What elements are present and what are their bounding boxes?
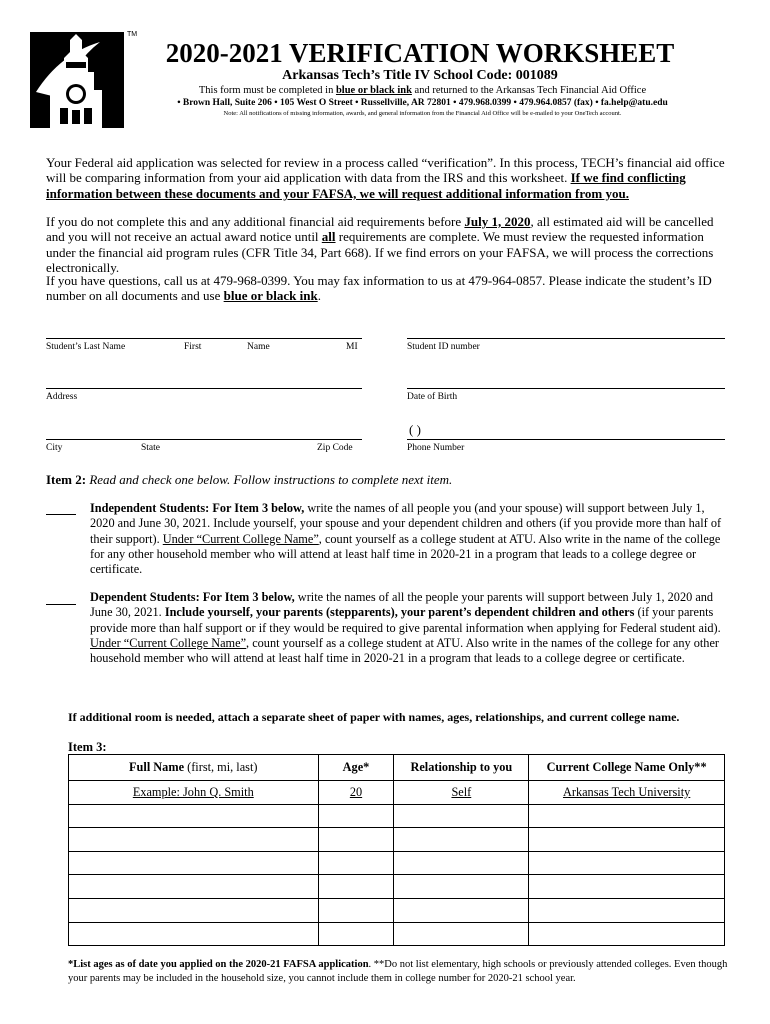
last-name-label: Student’s Last Name xyxy=(46,342,126,352)
student-id-field[interactable] xyxy=(407,338,725,339)
name-cell[interactable] xyxy=(69,804,319,828)
relationship-cell[interactable] xyxy=(394,828,529,852)
age-cell[interactable] xyxy=(318,922,394,946)
name-cell[interactable] xyxy=(69,851,319,875)
intro-paragraph-2: If you do not complete this and any additional financial aid requirements before July 1, 2020, all estimated aid will be cancelled and you will not receive an actual award notice until all requirements are complete. We must review the requested information under the financial aid program rules (CFR Title 34, Part 668). If we find errors on your FAFSA, we will process the corrections electronically. xyxy=(46,214,714,276)
relationship-cell[interactable] xyxy=(394,922,529,946)
intro-paragraph-3: If you have questions, call us at 479-968-0399. You may fax information to us at 479-964-0857. Please indicate the student’s ID number on all documents and use blue or black ink. xyxy=(46,273,712,304)
phone-field[interactable] xyxy=(407,439,725,440)
item3-heading: Item 3: xyxy=(68,740,107,754)
ink-emphasis: blue or black ink xyxy=(335,85,412,96)
deadline-date: July 1, 2020 xyxy=(464,214,531,229)
additional-room-note: If additional room is needed, attach a separate sheet of paper with names, ages, relationships, and current college name. xyxy=(68,710,680,724)
student-name-field[interactable] xyxy=(46,338,362,339)
ink-instruction: This form must be completed in blue or black ink and returned to the Arkansas Tech Financial Aid Office xyxy=(198,85,647,96)
example-college: Arkansas Tech University xyxy=(529,781,725,805)
dob-label: Date of Birth xyxy=(407,392,458,402)
relationship-cell[interactable] xyxy=(394,804,529,828)
relationship-cell[interactable] xyxy=(394,898,529,922)
phone-label: Phone Number xyxy=(407,443,465,453)
name-cell[interactable] xyxy=(69,922,319,946)
zip-label: Zip Code xyxy=(317,443,353,453)
col-full-name: Full Name (first, mi, last) xyxy=(69,755,319,781)
college-cell[interactable] xyxy=(529,922,725,946)
name-cell[interactable] xyxy=(69,875,319,899)
school-code: Arkansas Tech’s Title IV School Code: 001089 xyxy=(282,68,558,83)
trademark: TM xyxy=(127,31,138,38)
col-college: Current College Name Only** xyxy=(529,755,725,781)
col-relationship: Relationship to you xyxy=(394,755,529,781)
phone-area-code: ( ) xyxy=(409,422,421,437)
college-cell[interactable] xyxy=(529,804,725,828)
state-label: State xyxy=(141,443,160,453)
name-cell[interactable] xyxy=(69,898,319,922)
relationship-cell[interactable] xyxy=(394,875,529,899)
address-label: Address xyxy=(46,392,78,402)
college-cell[interactable] xyxy=(529,875,725,899)
table-row xyxy=(69,851,725,875)
conflict-warning: If we find conflicting information between these documents and your FAFSA, we will request additional information from you. xyxy=(46,170,686,201)
age-cell[interactable] xyxy=(318,898,394,922)
household-table xyxy=(68,754,725,946)
page-title: 2020-2021 VERIFICATION WORKSHEET xyxy=(165,38,675,68)
example-relationship: Self xyxy=(394,781,529,805)
table-row xyxy=(69,875,725,899)
dob-field[interactable] xyxy=(407,388,725,389)
age-cell[interactable] xyxy=(318,851,394,875)
footnote: *List ages as of date you applied on the 2020-21 FAFSA application. **Do not list elementary, high schools or previously attended colleges. Even though your parents may be included in the household size, you cannot include them in college number for 2020-21 school year. xyxy=(68,959,728,984)
col-age: Age* xyxy=(318,755,394,781)
intro-paragraph-1: Your Federal aid application was selected for review in a process called “verification”. In this process, TECH’s financial aid office will be comparing information from your aid application with data from the IRS and this worksheet. If we find conflicting information between these documents and your FAFSA, we will request additional information from you. xyxy=(46,155,725,201)
city-state-zip-field[interactable] xyxy=(46,439,362,440)
table-row xyxy=(69,804,725,828)
email-note: Note: All notifications of missing information, awards, and general information from the Financial Aid Office will be e-mailed to your OneTech account. xyxy=(223,110,622,117)
age-cell[interactable] xyxy=(318,804,394,828)
relationship-cell[interactable] xyxy=(394,851,529,875)
city-label: City xyxy=(46,443,63,453)
all-emphasis: all xyxy=(321,229,336,245)
example-name: Example: John Q. Smith xyxy=(69,781,319,805)
college-cell[interactable] xyxy=(529,851,725,875)
table-row xyxy=(69,828,725,852)
name-label: Name xyxy=(247,342,270,352)
table-header-row xyxy=(69,755,725,781)
independent-option: Independent Students: For Item 3 below, write the names of all people you (and your spouse) will support between July 1, 2020 and June 30, 2021. Include yourself, your spouse and your dependent children and others (if you provide more than half of their support). Under “Current College Name”, count yourself as a college student at ATU. Also write in the name of the college for any other household member who will attend at least half time in 2020-21 in a program that leads to a college degree or certificate. xyxy=(90,501,722,577)
dependent-option: Dependent Students: For Item 3 below, write the names of all the people your parents will support between July 1, 2020 and June 30, 2021. Include yourself, your parents (stepparents), your parent’s dependent children and others (if your parents provide more than half support or if they would be required to give parental information when applying for Federal student aid). Under “Current College Name”, count yourself as a college student at ATU. Also write in the names of the college for any other household member who will attend at least half time in 2020-21 in a program that leads to a college degree or certificate. xyxy=(90,590,721,666)
mi-label: MI xyxy=(346,342,358,352)
first-label: First xyxy=(184,342,202,352)
college-cell[interactable] xyxy=(529,828,725,852)
example-row xyxy=(69,781,725,805)
independent-checkbox[interactable] xyxy=(46,514,76,515)
college-cell[interactable] xyxy=(529,898,725,922)
name-cell[interactable] xyxy=(69,828,319,852)
ink-emphasis-2: blue or black ink xyxy=(223,288,318,304)
address-field[interactable] xyxy=(46,388,362,389)
example-age: 20 xyxy=(318,781,394,805)
age-cell[interactable] xyxy=(318,875,394,899)
table-row xyxy=(69,922,725,946)
table-row xyxy=(69,898,725,922)
item2-heading: Item 2: Read and check one below. Follow instructions to complete next item. xyxy=(46,472,453,487)
dependent-checkbox[interactable] xyxy=(46,604,76,605)
office-address: • Brown Hall, Suite 206 • 105 West O Street • Russellville, AR 72801 • 479.968.0399 • 479.964.0857 (fax) • fa.help@atu.edu xyxy=(177,98,668,108)
student-id-label: Student ID number xyxy=(407,342,480,352)
age-cell[interactable] xyxy=(318,828,394,852)
